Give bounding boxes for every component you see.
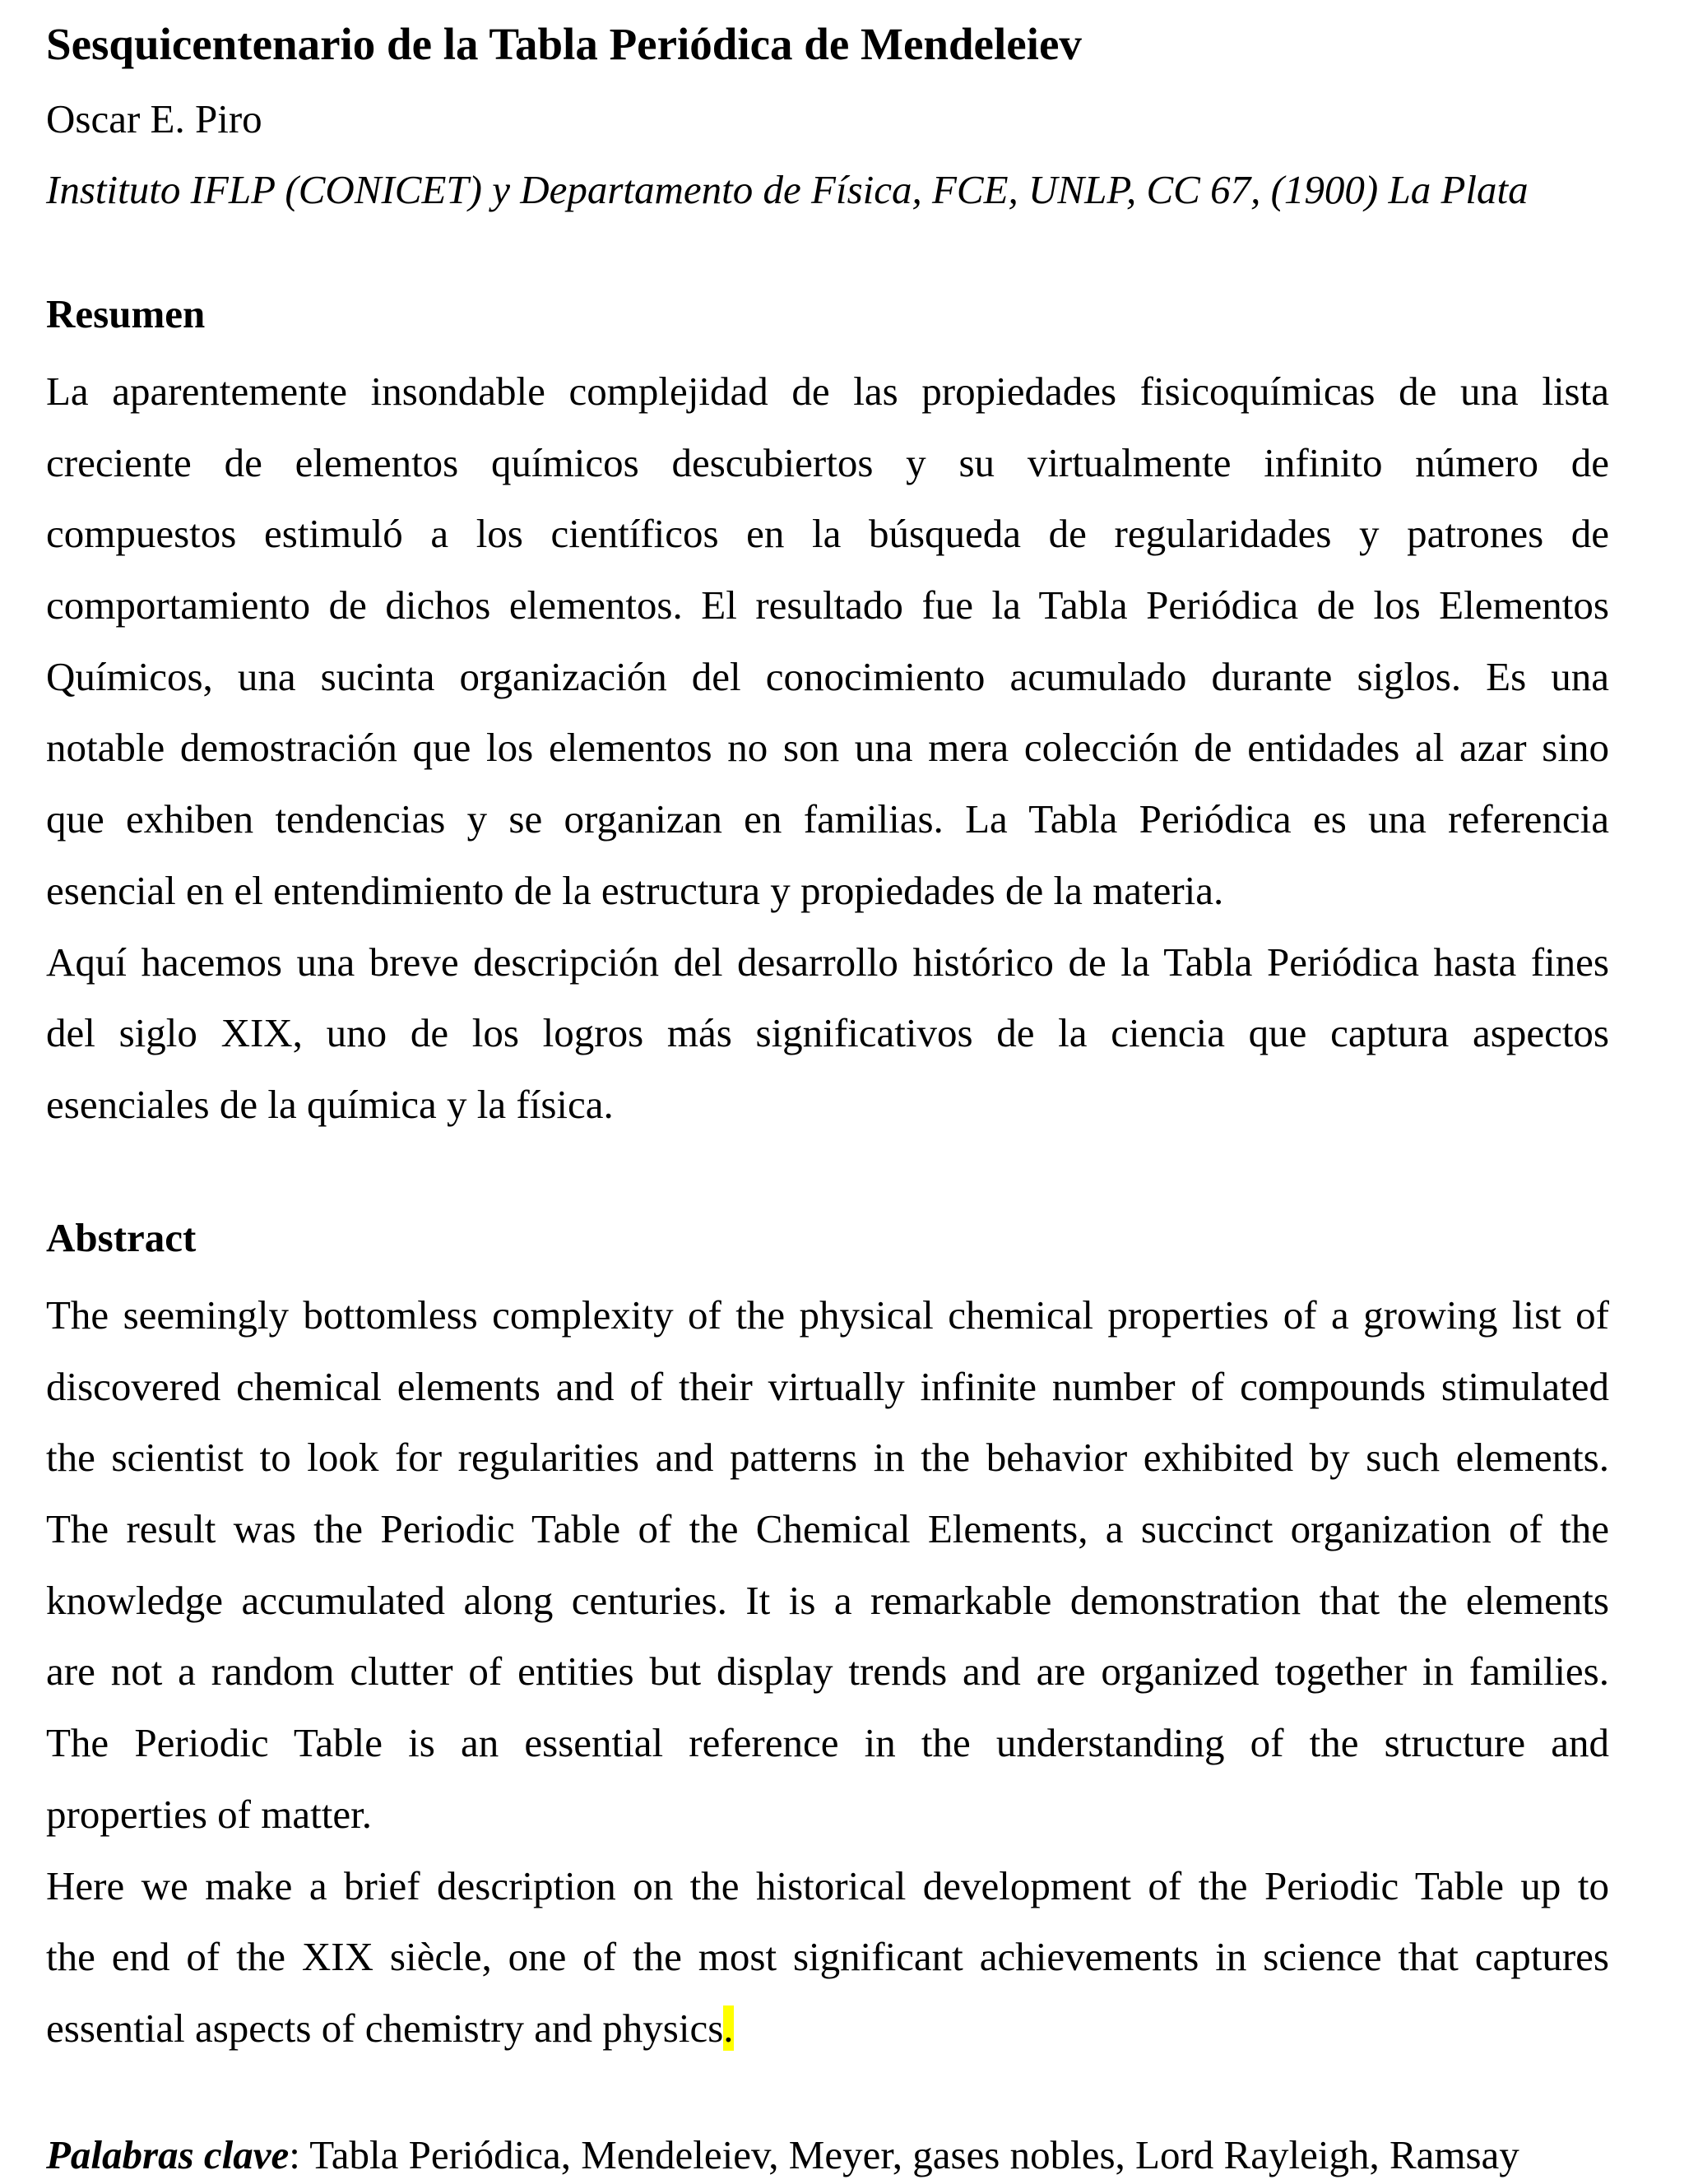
resumen-line: que exhiben tendencias y se organizan en familias. La Tabla Periódica es una referencia <box>46 796 1609 842</box>
abstract-final-line <box>46 1993 1609 2065</box>
abstract-heading: Abstract <box>46 1215 197 1260</box>
resumen-heading: Resumen <box>46 291 206 336</box>
abstract-line: discovered chemical elements and of their virtually infinite number of compounds stimulated <box>46 1363 1609 1409</box>
highlighted-period: . <box>723 2005 734 2051</box>
resumen-line: del siglo XIX, uno de los logros más significativos de la ciencia que captura aspectos <box>46 1010 1609 1056</box>
resumen-line: La aparentemente insondable complejidad de las propiedades fisicoquímicas de una lista <box>46 369 1609 414</box>
resumen-line: comportamiento de dichos elementos. El resultado fue la Tabla Periódica de los Elementos <box>46 582 1609 628</box>
keywords-label: Palabras clave <box>46 2132 290 2177</box>
abstract-line: The Periodic Table is an essential reference in the understanding of the structure and <box>46 1720 1609 1766</box>
resumen-body <box>46 356 1609 1141</box>
abstract-body <box>46 1280 1609 2065</box>
keywords-text: Tabla Periódica, Mendeleiev, Meyer, gases nobles, Lord Rayleigh, Ramsay <box>309 2132 1519 2177</box>
resumen-line: creciente de elementos químicos descubiertos y su virtualmente infinito número de <box>46 439 1609 485</box>
resumen-line: Aquí hacemos una breve descripción del desarrollo histórico de la Tabla Periódica hasta fines <box>46 939 1609 985</box>
resumen-line: esenciales de la química y la física. <box>46 1081 614 1127</box>
keywords-separator: : <box>289 2132 310 2177</box>
abstract-line: Here we make a brief description on the historical development of the Periodic Table up to <box>46 1862 1609 1908</box>
resumen-line: compuestos estimuló a los científicos en la búsqueda de regularidades y patrones de <box>46 511 1609 557</box>
abstract-line: The seemingly bottomless complexity of the physical chemical properties of a growing list of <box>46 1292 1609 1338</box>
author-affiliation: Instituto IFLP (CONICET) y Departamento de Física, FCE, UNLP, CC 67, (1900) La Plata <box>46 167 1529 212</box>
resumen-line: esencial en el entendimiento de la estructura y propiedades de la materia. <box>46 867 1224 913</box>
abstract-line: the end of the XIX siècle, one of the most significant achievements in science that captures <box>46 1934 1609 1980</box>
abstract-line: the scientist to look for regularities and patterns in the behavior exhibited by such elements. <box>46 1435 1609 1481</box>
abstract-line: properties of matter. <box>46 1791 372 1837</box>
abstract-final-text: essential aspects of chemistry and physics <box>46 2005 724 2051</box>
resumen-line: notable demostración que los elementos no son una mera colección de entidades al azar sino <box>46 725 1609 771</box>
resumen-line: Químicos, una sucinta organización del conocimiento acumulado durante siglos. Es una <box>46 653 1609 699</box>
author-name: Oscar E. Piro <box>46 96 262 141</box>
paper-title: Sesquicentenario de la Tabla Periódica de Mendeleiev <box>46 19 1082 69</box>
abstract-line: are not a random clutter of entities but display trends and are organized together in families. <box>46 1648 1609 1695</box>
keywords-line <box>46 2126 1519 2184</box>
abstract-line: The result was the Periodic Table of the Chemical Elements, a succinct organization of the <box>46 1506 1609 1552</box>
abstract-line: knowledge accumulated along centuries. It is a remarkable demonstration that the elements <box>46 1577 1609 1623</box>
